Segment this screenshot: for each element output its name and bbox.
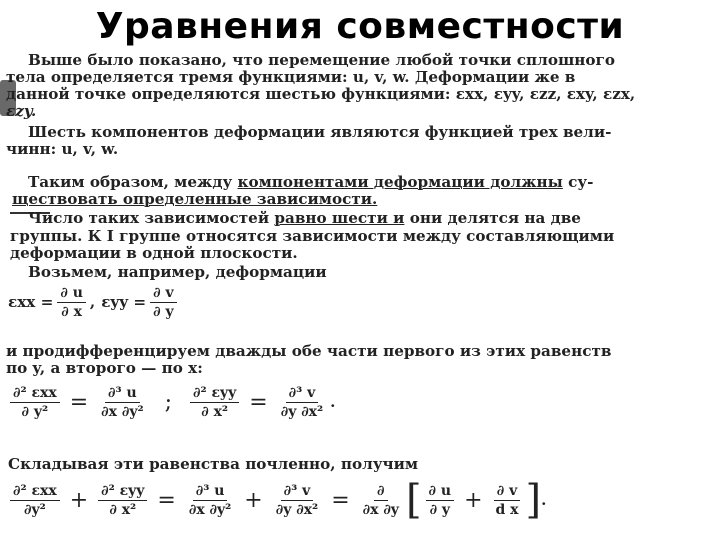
paragraph-line <box>28 174 593 191</box>
denominator: ∂ x² <box>201 404 229 420</box>
equals-sign: = <box>331 487 350 513</box>
left-bracket: [ <box>405 477 422 523</box>
numerator: ∂³ u <box>105 384 140 403</box>
paragraph-line: группы. К I группе относятся зависимости между составляющими <box>10 227 615 245</box>
numerator: ∂² εxx <box>10 482 60 501</box>
denominator: ∂ x² <box>109 501 137 518</box>
denominator: ∂y ∂x² <box>280 404 324 420</box>
fraction <box>98 482 147 519</box>
numerator: ∂³ v <box>286 384 319 403</box>
numerator: ∂ <box>374 482 387 501</box>
fraction <box>150 284 177 321</box>
fraction <box>360 482 402 519</box>
text-run: они делятся на две <box>404 209 581 227</box>
paragraph-line: εzy. <box>6 102 37 120</box>
numerator: ∂³ v <box>281 482 314 501</box>
underlined-text: компонентами деформации должны <box>237 173 563 191</box>
denominator: ∂y ∂x² <box>275 501 319 518</box>
underlined-text: равно шести и <box>274 209 405 227</box>
fraction <box>493 482 522 519</box>
numerator: ∂ v <box>150 284 177 303</box>
numerator: ∂ u <box>426 482 455 501</box>
formula-sum <box>6 477 547 523</box>
formula-separator: , <box>89 293 96 311</box>
denominator: ∂x ∂y² <box>188 501 232 518</box>
paragraph-line: Складывая эти равенства почленно, получим <box>8 455 419 473</box>
paragraph-line: по y, а второго — по x: <box>6 359 203 377</box>
paragraph-line: тела определяется тремя функциями: u, v, w. Деформации же в <box>6 68 576 86</box>
formula-second-derivatives <box>6 384 335 421</box>
formula-strain-definitions <box>8 284 181 321</box>
plus-sign: + <box>69 487 89 513</box>
paragraph-line <box>28 210 581 227</box>
numerator: ∂² εxx <box>10 384 60 403</box>
fraction <box>98 384 146 421</box>
denominator: ∂ y <box>153 304 174 320</box>
numerator: ∂² εyy <box>98 482 147 501</box>
fraction <box>10 482 60 519</box>
paragraph-line: деформации в одной плоскости. <box>10 244 298 262</box>
text-run: су- <box>562 173 594 191</box>
paragraph-line: Возьмем, например, деформации <box>28 263 327 281</box>
denominator: ∂ y² <box>21 404 49 420</box>
formula-term: εxx = <box>8 293 54 311</box>
fraction <box>10 384 60 421</box>
denominator: ∂ y <box>429 501 451 518</box>
plus-sign: + <box>244 487 263 513</box>
underlined-paragraph-line: ществовать определенные зависимости. <box>12 190 378 208</box>
fraction <box>190 384 239 421</box>
equals-sign: = <box>157 487 176 513</box>
paragraph-line: данной точке определяются шестью функциями: εxx, εyy, εzz, εxy, εzx, <box>6 85 636 103</box>
right-bracket: ] <box>525 477 542 523</box>
page-title: Уравнения совместности <box>95 6 625 47</box>
scanned-text-page <box>6 52 714 536</box>
numerator: ∂² εyy <box>190 384 239 403</box>
fraction <box>57 284 86 321</box>
formula-term: εyy = <box>101 293 147 311</box>
numerator: ∂ u <box>57 284 86 303</box>
denominator: ∂x ∂y <box>362 501 399 518</box>
period: . <box>330 393 336 411</box>
numerator: ∂³ u <box>193 482 228 501</box>
equals-sign: = <box>69 390 89 415</box>
numerator: ∂ v <box>494 482 521 501</box>
fraction <box>278 384 326 421</box>
paragraph-line: Выше было показано, что перемещение любой точки сплошного <box>28 51 615 69</box>
equals-sign: = <box>249 390 268 415</box>
period: . <box>541 490 547 509</box>
denominator: d x <box>495 501 519 518</box>
paragraph-line: и продифференцируем дважды обе части первого из этих равенств <box>6 342 612 360</box>
semicolon: ; <box>164 390 173 415</box>
fraction <box>186 482 234 519</box>
paragraph-line: чинн: u, v, w. <box>6 140 119 158</box>
text-run: Число таких зависимостей <box>28 209 275 227</box>
plus-sign: + <box>464 487 483 513</box>
text-run: Таким образом, между <box>28 173 238 191</box>
fraction <box>273 482 321 519</box>
paragraph-line: Шесть компонентов деформации являются функцией трех вели- <box>28 123 612 141</box>
denominator: ∂ x <box>61 304 82 320</box>
denominator: ∂x ∂y² <box>101 404 144 420</box>
fraction <box>426 482 455 519</box>
denominator: ∂y² <box>23 501 46 518</box>
